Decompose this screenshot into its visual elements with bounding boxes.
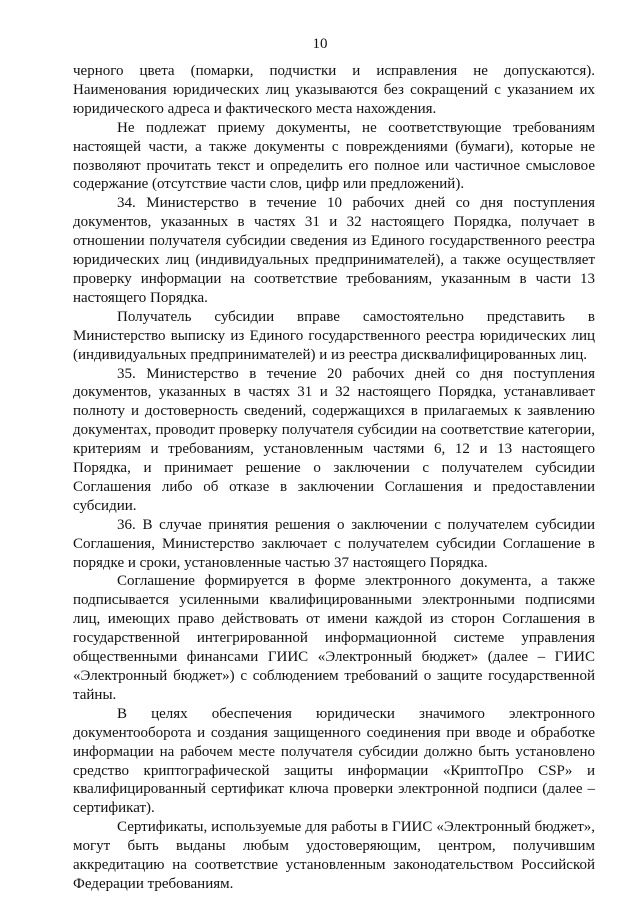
paragraph: В целях обеспечения юридически значимого электронного документооборота и создания защищенного соединения при вводе и обработке информации на рабочем месте получателя субсидии должно быть установлено средство криптографической защиты информации «КриптоПро CSP» и квалифицированный сертификат ключа проверки электронной подписи (далее – сертификат). [73,705,595,817]
paragraph: 36. В случае принятия решения о заключении с получателем субсидии Соглашения, Министерство заключает с получателем субсидии Соглашение в порядке и сроки, установленные частью 37 настоящего Порядка. [73,516,595,571]
paragraph: 34. Министерство в течение 10 рабочих дней со дня поступления документов, указанных в частях 31 и 32 настоящего Порядка, получает в отношении получателя субсидии сведения из Единого государственного реестра юридических лиц (индивидуальных предпринимателей), а также осуществляет проверку информации на соответствие требованиям, указанным в части 13 настоящего Порядка. [73,195,595,306]
document-body [73,62,595,894]
page-number: 10 [312,36,328,52]
paragraph: Получатель субсидии вправе самостоятельно представить в Министерство выписку из Единого государственного реестра юридических лиц (индивидуальных предпринимателей) и из реестра дисквалифицированных лиц. [73,308,595,363]
paragraph: черного цвета (помарки, подчистки и исправления не допускаются). Наименования юридических лиц указываются без сокращений с указанием их юридического адреса и фактического места нахождения. [73,63,595,117]
paragraph: Не подлежат приему документы, не соответствующие требованиям настоящей части, а также документы с повреждениями (бумаги), которые не позволяют прочитать текст и определить его полное или частичное смысловое содержание (отсутствие части слов, цифр или предложений). [73,119,595,193]
paragraph: Соглашение формируется в форме электронного документа, а также подписывается усиленными квалифицированными электронными подписями лиц, имеющих право действовать от имени каждой из сторон Соглашения в государственной интегрированной информационной системе управления общественными финансами ГИИС «Электронный бюджет» (далее – ГИИС «Электронный бюджет») с соблюдением требований о защите государственной тайны. [73,573,595,703]
paragraph: Сертификаты, используемые для работы в ГИИС «Электронный бюджет», могут быть выданы любым удостоверяющим, центром, получившим аккредитацию на соответствие установленным законодательством Российской Федерации требованиям. [73,819,595,892]
paragraph: 35. Министерство в течение 20 рабочих дней со дня поступления документов, указанных в частях 31 и 32 настоящего Порядка, устанавливает полноту и достоверность сведений, содержащихся в прилагаемых к заявлению документах, проводит проверку получателя субсидии на соответствие категории, критериям и требованиям, установленным частями 6, 12 и 13 настоящего Порядка, и принимает решение о заключении с получателем субсидии Соглашения либо об отказе в заключении Соглашения и предоставлении субсидии. [73,365,595,514]
